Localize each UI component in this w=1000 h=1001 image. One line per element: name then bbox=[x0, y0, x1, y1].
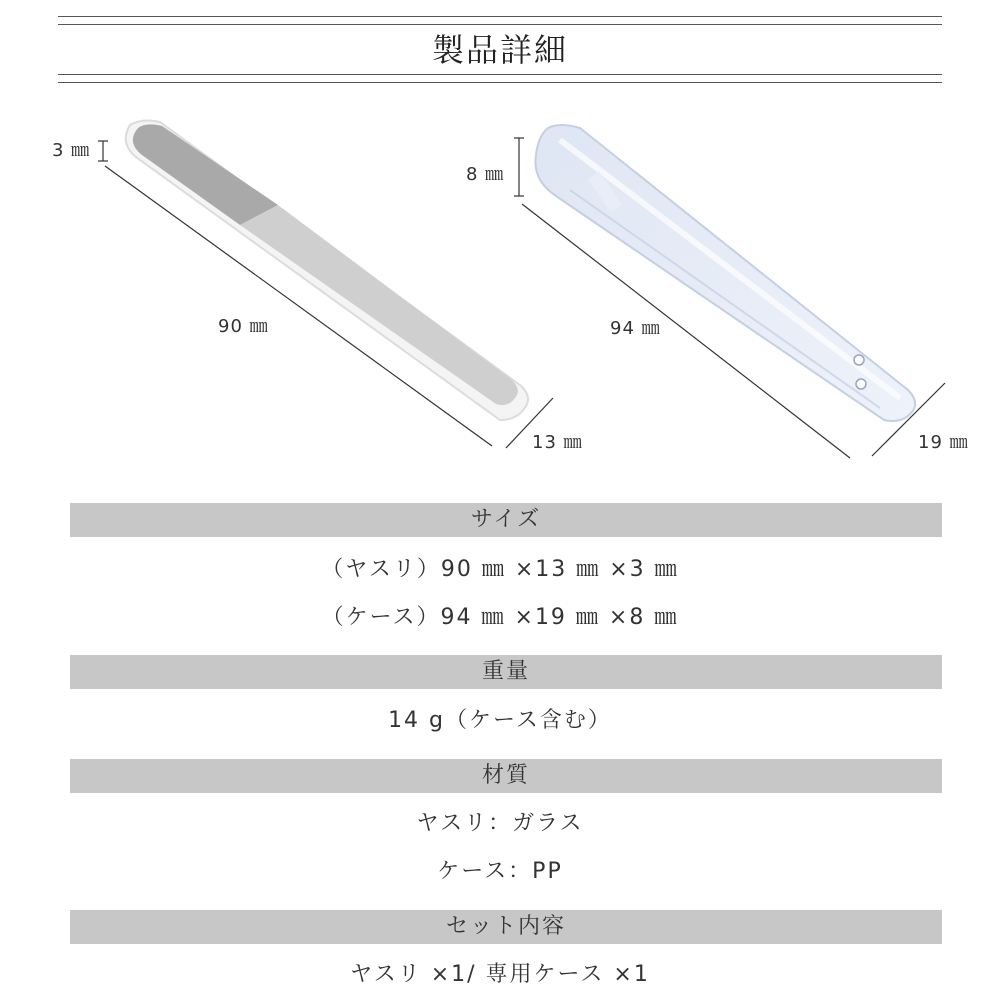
top-rule-3 bbox=[58, 74, 942, 75]
size-case-value: （ケース）94 ㎜ ×19 ㎜ ×8 ㎜ bbox=[321, 605, 679, 630]
set-heading: セット内容 bbox=[70, 910, 942, 944]
weight-heading: 重量 bbox=[70, 655, 942, 689]
top-rule-2 bbox=[58, 24, 942, 25]
top-rule-4 bbox=[58, 82, 942, 83]
page-title: 製品詳細 bbox=[431, 31, 568, 69]
material-case-value: ケース：PP bbox=[437, 859, 563, 884]
case-length-label: 94 ㎜ bbox=[610, 318, 661, 339]
set-value: ヤスリ ×1/ 専用ケース ×1 bbox=[350, 962, 650, 987]
case-width-label: 19 ㎜ bbox=[918, 432, 969, 453]
file-length-label: 90 ㎜ bbox=[218, 316, 269, 337]
material-file-value: ヤスリ：ガラス bbox=[416, 811, 584, 836]
top-rule-1 bbox=[58, 16, 942, 17]
file-thickness-label: 3 ㎜ bbox=[52, 140, 91, 161]
product-figure bbox=[0, 96, 1000, 476]
material-heading: 材質 bbox=[70, 759, 942, 793]
size-heading: サイズ bbox=[70, 503, 942, 537]
weight-value: 14 g（ケース含む） bbox=[388, 708, 612, 733]
file-width-label: 13 ㎜ bbox=[532, 432, 583, 453]
size-file-value: （ヤスリ）90 ㎜ ×13 ㎜ ×3 ㎜ bbox=[321, 557, 679, 582]
product-illustration bbox=[0, 96, 1000, 476]
case-thickness-label: 8 ㎜ bbox=[466, 164, 505, 185]
case-image bbox=[535, 125, 915, 421]
